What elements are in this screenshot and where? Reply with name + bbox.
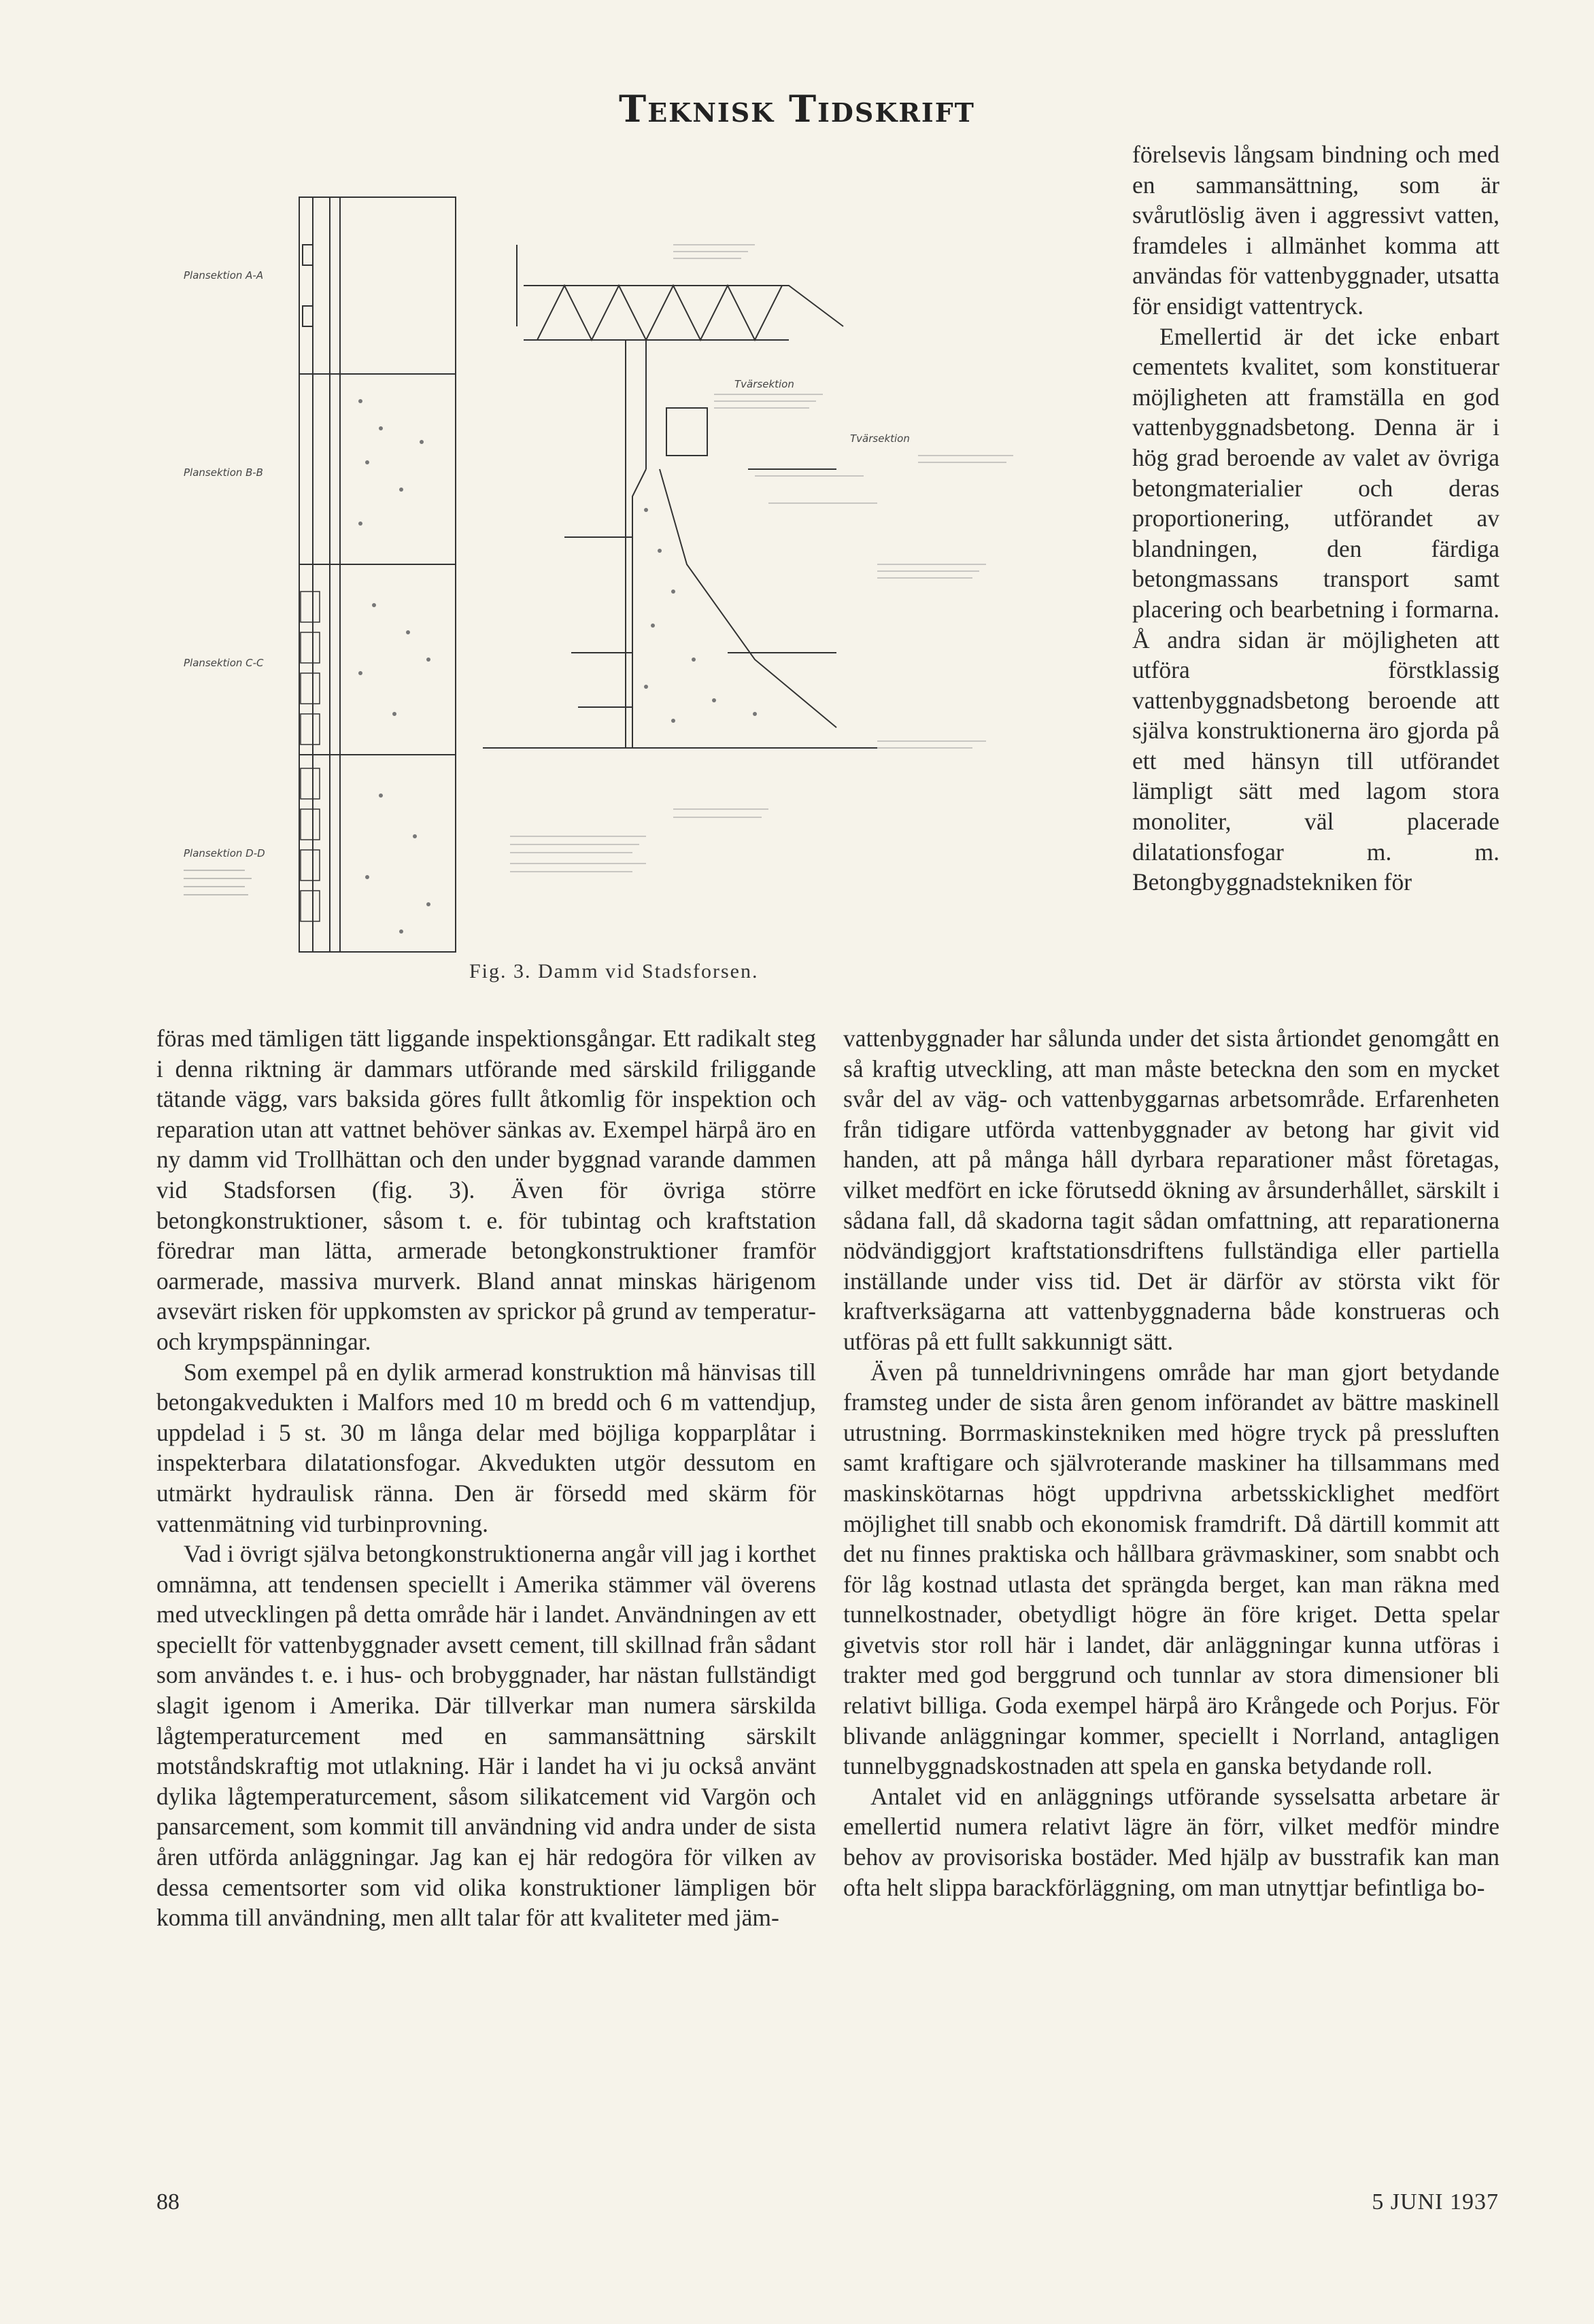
issue-date: 5 JUNI 1937 — [1372, 2189, 1499, 2215]
label-plan-a: Plansektion A-A — [184, 269, 264, 281]
plan-sections — [299, 197, 456, 952]
dam-figure — [156, 184, 1095, 986]
figure-caption: Fig. 3. Damm vid Stadsforsen. — [469, 960, 759, 982]
section-hatching — [644, 508, 757, 723]
paragraph: vattenbyggnader har sålunda under det sista årtiondet genomgått en så kraftig utveckling, att man måste beteckna den som en mycket svår del av väg- och vattenbyggarnas arbetsområde. Erfarenheten från tidigare utförda vattenbyggnader av betong har givit vid handen, att på många håll dyrbara reparationer måst företagas, vilket medfört en icke förutsedd ökning av årsunderhållet, särskilt i sådana fall, då skadorna tagit sådan omfattning, att reparationerna nödvändiggjort kraftstationsdriftens fullständiga eller partiella inställande under viss tid. Det är därför av största vikt för kraftverksägarna att vattenbyggnaderna både konstrueras och utföras på ett fullt sakkunnigt sätt. — [843, 1025, 1499, 1355]
column-right-bottom — [843, 1023, 1499, 1902]
dam-drawing — [156, 184, 1095, 986]
label-plan-c: Plansektion C-C — [184, 657, 264, 669]
cross-section — [483, 245, 877, 748]
paragraph: Även på tunneldrivningens område har man gjort betydande framsteg under de sista åren genom införandet av bättre maskinell utrustning. Borrmaskinstekniken med högre tryck på pressluften samt kraftigare och självroterande maskiner ha tillsammans med maskinskötarnas högt uppdrivna arbetsskicklighet medfört möjlighet till snabb och ekonomisk framdrift. Då därtill kommit att det nu finnes praktiska och hållbara grävmaskiner, som snabbt och för låg kostnad utlasta det sprängda berget, kan man räkna med tunnelkostnader, obetydligt högre än före kriget. Detta spelar givetvis stor roll här i landet, där anläggningar kunna utföras i trakter med god berggrund och tunnlar av stora dimensioner bli relativt billiga. Goda exempel härpå äro Krångede och Porjus. För blivande anläggningar kommer, speciellt i Norrland, antagligen tunnelbyggnadskostnaden att spela en ganska betydande roll. — [843, 1358, 1499, 1780]
page-number: 88 — [156, 2189, 180, 2215]
plan-hatching — [358, 399, 430, 934]
label-tvarsektion-2: Tvärsektion — [850, 432, 910, 445]
paragraph: Vad i övrigt själva betongkonstruktionerna angår vill jag i korthet omnämna, att tendensen speciellt i Amerika stämmer väl överens med utvecklingen på detta område här i landet. Användningen av ett speciellt för vattenbyggnader avsett cement, till skillnad från sådant som användes t. e. i hus- och brobyggnader, har nästan fullständigt slagit igenom i Amerika. Där tillverkar man numera särskilda lågtemperaturcement med en sammansättning särskilt motståndskraftig mot utlakning. Här i landet ha vi ju också använt dylika lågtemperaturcement, såsom silikatcement vid Vargön och pansarcement, som kommit till användning vid andra under de sista åren utförda anläggningar. Jag kan ej här redogöra för vilken av dessa cementsorter som vid olika konstruktioner lämpligen bör komma till användning, men allt talar för att kvaliteter med jäm- — [156, 1540, 816, 1932]
label-plan-b: Plansektion B-B — [184, 466, 263, 479]
journal-title: Teknisk Tidskrift — [619, 87, 975, 131]
plan-d-notes — [184, 870, 252, 895]
paragraph: föras med tämligen tätt liggande inspektionsgångar. Ett radikalt steg i denna riktning är dammars utförande med särskild friliggande tätande vägg, vars baksida göres fullt åtkomlig för inspektion och reparation utan att vattnet behöver sänkas av. Exempel härpå äro en ny damm vid Trollhättan och den under byggnad varande dammen vid Stadsforsen (fig. 3). Även för övriga större betongkonstruktioner, såsom t. e. för tubintag och kraftstation föredrar man lätta, armerade betongkonstruktioner framför oarmerade, massiva murverk. Bland annat minskas härigenom avsevärt risken för uppkomsten av sprickor på grund av temperatur- och krympspänningar. — [156, 1025, 816, 1355]
column-right-top — [1132, 139, 1499, 898]
paragraph: Emellertid är det icke enbart cementets kvalitet, som konstituerar möjligheten att framställa en god vattenbyggnadsbetong. Denna är i hög grad beroende av valet av övriga betongmaterialier och deras proportionering, utförandet av blandningen, den färdiga betongmassans transport samt placering och bearbetning i formarna. Å andra sidan är möjligheten att utföra förstklassig vattenbyggnadsbetong beroende att själva konstruktionerna äro gjorda på ett med hänsyn till utförandet lämpligt sätt med lagom stora monoliter, väl placerade dilatationsfogar m. m. Betongbyggnadstekniken för — [1132, 322, 1499, 896]
paragraph: Som exempel på en dylik armerad konstruktion må hänvisas till betongakvedukten i Malfors med 10 m bredd och 6 m vattendjup, uppdelad i 5 st. 30 m långa delar med böjliga kopparplåtar i inspekterbara dilatationsfogar. Akvedukten utgör dessutom en utmärkt hydraulisk ränna. Den är försedd med skärm för vattenmätning vid turbinprovning. — [156, 1358, 816, 1537]
column-left — [156, 1023, 816, 1933]
label-tvarsektion-1: Tvärsektion — [734, 378, 794, 390]
annotation-lines — [510, 245, 1013, 872]
paragraph: Antalet vid en anläggnings utförande sysselsatta arbetare är emellertid numera relativt lägre än förr, vilket medför mindre behov av provisoriska bostäder. Med hjälp av busstrafik kan man ofta helt slippa barackförläggning, om man utnyttjar befintliga bo- — [843, 1782, 1499, 1901]
paragraph: förelsevis långsam bindning och med en sammansättning, som är svårutlöslig även i aggressivt vatten, framdeles i allmänhet komma att användas för vattenbyggnader, utsatta för ensidigt vattentryck. — [1132, 141, 1499, 320]
label-plan-d: Plansektion D-D — [184, 847, 265, 859]
